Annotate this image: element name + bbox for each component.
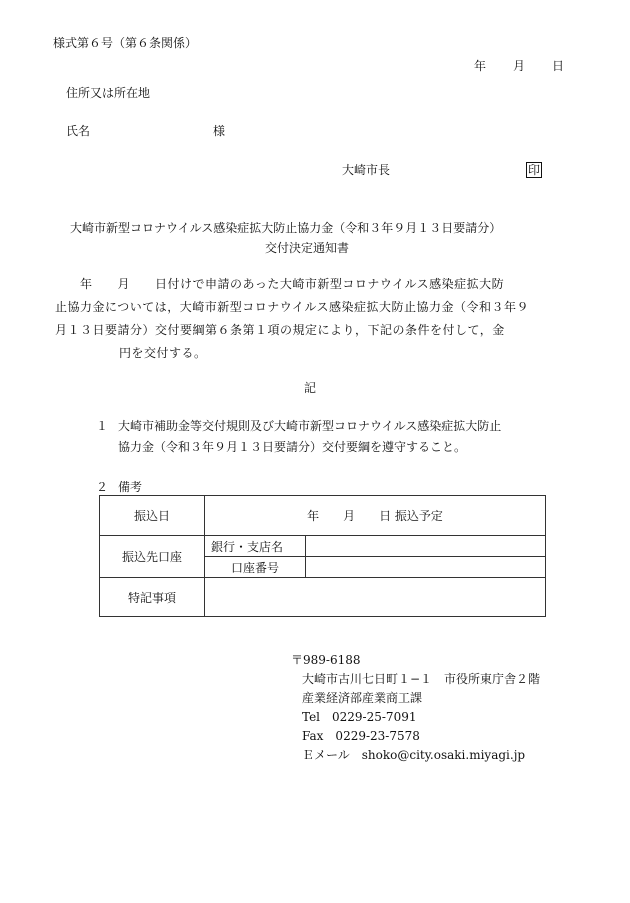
bank-branch-value: [306, 536, 546, 557]
bank-branch-label: 銀行・支店名: [205, 536, 306, 557]
condition-1-number: １: [96, 419, 109, 433]
mayor-title: 大崎市長: [342, 163, 391, 177]
body-line: 円を交付する。: [119, 346, 207, 360]
remarks-label: 特記事項: [100, 578, 205, 617]
transfer-date-label: 振込日: [100, 496, 205, 536]
account-number-label: 口座番号: [205, 557, 306, 578]
condition-1-line: 協力金（令和３年９月１３日要請分）交付要綱を遵守すること。: [118, 440, 467, 454]
body-line: 年 月 日付けで申請のあった大崎市新型コロナウイルス感染症拡大防: [55, 277, 505, 291]
remarks-value: [205, 578, 546, 617]
document-title: 大崎市新型コロナウイルス感染症拡大防止協力金（令和３年９月１３日要請分）: [70, 221, 502, 235]
form-number: 様式第６号（第６条関係）: [53, 36, 198, 50]
condition-2-label: 備考: [118, 480, 143, 494]
body-line: 月１３日要請分）交付要綱第６条第１項の規定により，下記の条件を付して，金: [55, 323, 505, 337]
account-number-value: [306, 557, 546, 578]
name-label: 氏名: [66, 124, 91, 138]
honorific: 様: [213, 124, 226, 138]
condition-2-number: ２: [96, 480, 109, 494]
body-line: 止協力金については，大崎市新型コロナウイルス感染症拡大防止協力金（令和３年９: [55, 300, 530, 314]
address-label: 住所又は所在地: [66, 86, 151, 100]
transfer-date-value: 年 月 日 振込予定: [205, 496, 546, 536]
contact-address: 大崎市古川七日町１−１ 市役所東庁舎２階: [302, 672, 541, 686]
contact-tel: Tel 0229-25-7091: [302, 710, 417, 724]
contact-fax: Fax 0229-23-7578: [302, 729, 420, 743]
seal-stamp: 印: [528, 163, 541, 177]
body-paragraph: [55, 273, 575, 365]
postal-code: 〒989-6188: [291, 653, 361, 667]
remarks-table: [99, 495, 546, 617]
condition-1-line: 大崎市補助金等交付規則及び大崎市新型コロナウイルス感染症拡大防止: [118, 419, 502, 433]
contact-block: [291, 651, 540, 765]
contact-department: 産業経済部産業商工課: [302, 691, 423, 705]
note-heading: 記: [304, 381, 317, 395]
date-line: 年 月 日: [474, 59, 566, 73]
document-subtitle: 交付決定通知書: [265, 241, 350, 255]
contact-email: Ｅメール shoko@city.osaki.miyagi.jp: [302, 748, 526, 762]
account-label: 振込先口座: [100, 536, 205, 578]
